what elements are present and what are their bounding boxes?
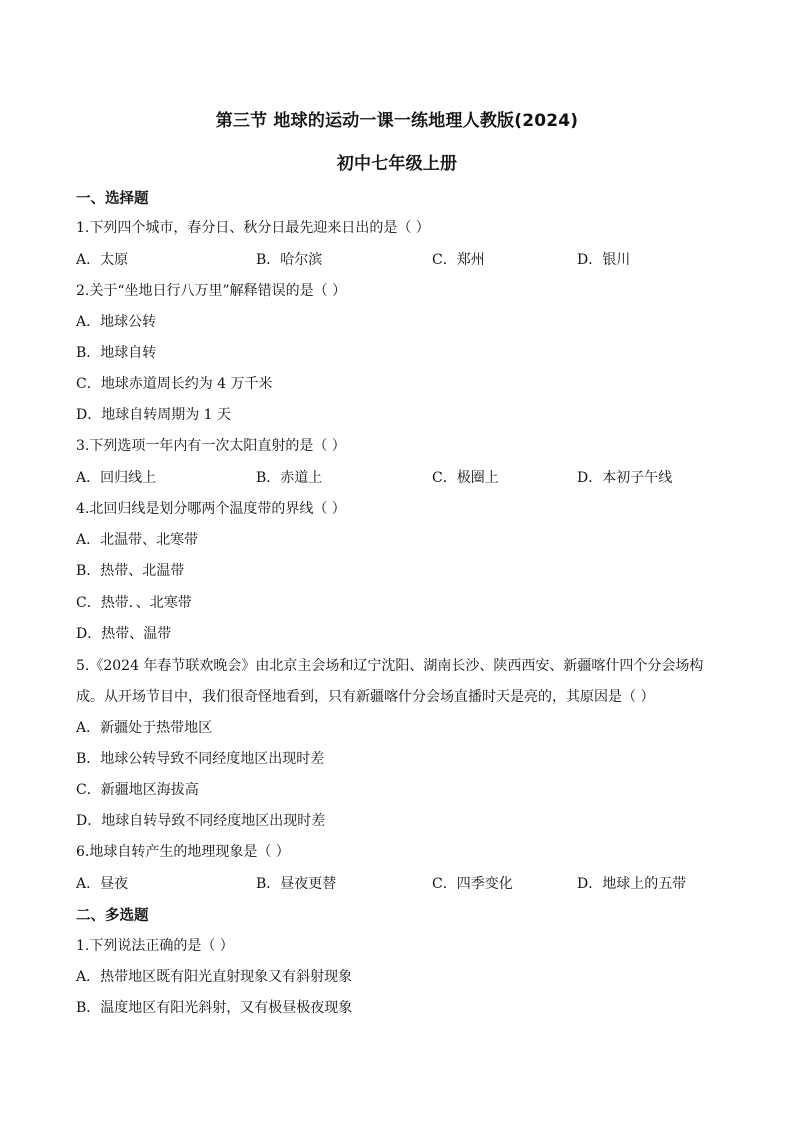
mq1-option-a: A．热带地区既有阳光直射现象又有斜射现象 [76, 969, 353, 985]
question-4: 4.北回归线是划分哪两个温度带的界线（ ） [76, 501, 346, 517]
q6-option-c: C．四季变化 [432, 876, 513, 892]
q2-option-d: D．地球自转周期为 1 天 [76, 407, 232, 423]
q1-option-c: C．郑州 [432, 252, 485, 268]
q4-option-c: C．热带．、北寒带 [76, 595, 192, 611]
q4-option-a: A．北温带、北寒带 [76, 532, 199, 548]
q3-option-a: A．回归线上 [76, 470, 157, 486]
q5-option-b: B．地球公转导致不同经度地区出现时差 [76, 751, 325, 767]
q5-option-c: C．新疆地区海拔高 [76, 782, 199, 798]
q3-option-b: B．赤道上 [256, 470, 323, 486]
question-1: 1.下列四个城市，春分日、秋分日最先迎来日出的是（ ） [76, 220, 430, 236]
q2-option-c: C．地球赤道周长约为 4 万千米 [76, 376, 273, 392]
q2-option-b: B．地球自转 [76, 345, 157, 361]
q4-option-b: B．热带、北温带 [76, 563, 185, 579]
q3-option-c: C．极圈上 [432, 470, 499, 486]
section-heading-multiple-choice: 二、多选题 [76, 908, 149, 924]
q1-option-b: B．哈尔滨 [256, 252, 323, 268]
question-5-line-1: 5.《2024 年春节联欢晚会》由北京主会场和辽宁沈阳、湖南长沙、陕西西安、新疆喀什四个分会场构 [76, 658, 704, 674]
page-title: 第三节 地球的运动一课一练地理人教版(2024) [215, 111, 579, 131]
q5-option-a: A．新疆处于热带地区 [76, 720, 213, 736]
q1-option-a: A．太原 [76, 252, 129, 268]
q6-option-a: A．昼夜 [76, 876, 129, 892]
q1-option-d: D．银川 [577, 252, 631, 268]
q6-option-d: D．地球上的五带 [577, 876, 687, 892]
question-3: 3.下列选项一年内有一次太阳直射的是（ ） [76, 438, 346, 454]
q4-option-d: D．热带、温带 [76, 626, 172, 642]
question-2: 2.关于“坐地日行八万里”解释错误的是（ ） [76, 283, 347, 299]
q6-option-b: B．昼夜更替 [256, 876, 337, 892]
question-5-line-2: 成。从开场节目中，我们很奇怪地看到，只有新疆喀什分会场直播时天是亮的，其原因是（ ） [76, 689, 655, 705]
mq1-option-b: B．温度地区有阳光斜射，又有极昼极夜现象 [76, 1000, 353, 1016]
page-subtitle: 初中七年级上册 [336, 154, 458, 174]
question-6: 6.地球自转产生的地理现象是（ ） [76, 844, 290, 860]
q2-option-a: A．地球公转 [76, 314, 157, 330]
multi-question-1: 1.下列说法正确的是（ ） [76, 938, 234, 954]
q3-option-d: D．本初子午线 [577, 470, 673, 486]
section-heading-single-choice: 一、选择题 [76, 191, 149, 207]
q5-option-d: D．地球自转导致不同经度地区出现时差 [76, 813, 326, 829]
